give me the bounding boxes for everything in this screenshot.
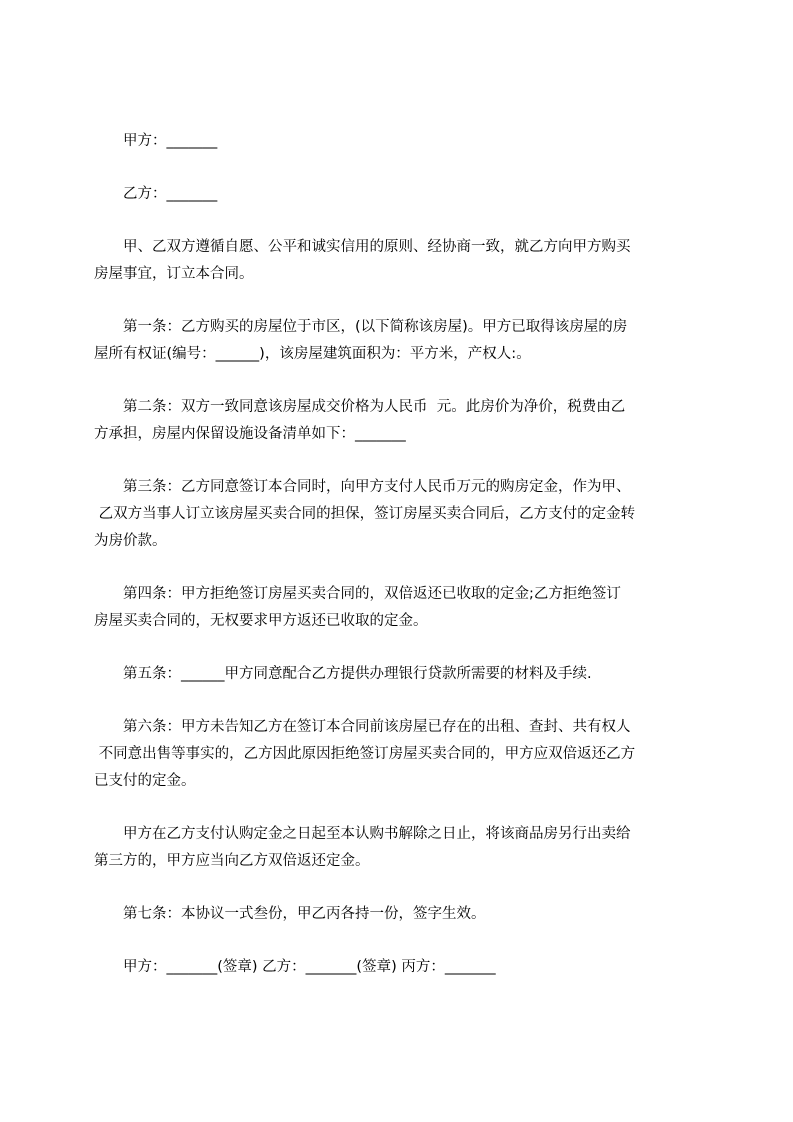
article-6-line-2: 不同意出售等事实的，乙方因此原因拒绝签订房屋买卖合同的，甲方应双倍返还乙方 [94, 746, 636, 762]
article-6-line-1: 第六条：甲方未告知乙方在签订本合同前该房屋已存在的出租、查封、共有权人 [94, 719, 631, 735]
intro-line-1: 甲、乙双方遵循自愿、公平和诚实信用的原则、经协商一致，就乙方向甲方购买 [94, 239, 631, 255]
intro-line-2: 房屋事宜，订立本合同。 [94, 266, 254, 282]
article-1-line-1: 第一条：乙方购买的房屋位于市区，(以下简称该房屋)。甲方已取得该房屋的房 [94, 319, 628, 335]
article-4-line-2: 房屋买卖合同的，无权要求甲方返还已收取的定金。 [94, 613, 428, 629]
article-5-line: 第五条：______甲方同意配合乙方提供办理银行贷款所需要的材料及手续. [94, 666, 592, 682]
article-7-line: 第七条：本协议一式叁份，甲乙丙各持一份，签字生效。 [94, 906, 486, 922]
party-b-line: 乙方：_______ [94, 186, 218, 202]
article-4-line-1: 第四条：甲方拒绝签订房屋买卖合同的，双倍返还已收取的定金;乙方拒绝签订 [94, 586, 621, 602]
article-3-line-2: 乙双方当事人订立该房屋买卖合同的担保，签订房屋买卖合同后，乙方支付的定金转 [94, 506, 636, 522]
article-6-line-3: 已支付的定金。 [94, 773, 196, 789]
party-a-line: 甲方：_______ [94, 133, 218, 149]
article-6-extra-line-2: 第三方的，甲方应当向乙方双倍返还定金。 [94, 853, 370, 869]
article-6-extra-line-1: 甲方在乙方支付认购定金之日起至本认购书解除之日止，将该商品房另行出卖给 [94, 826, 631, 842]
article-3-line-3: 为房价款。 [94, 533, 167, 549]
signature-line: 甲方：_______(签章) 乙方：_______(签章) 丙方：_______ [94, 959, 496, 975]
article-2-line-1: 第二条：双方一致同意该房屋成交价格为人民币 元。此房价为净价，税费由乙 [94, 399, 626, 415]
article-1-line-2: 屋所有权证(编号：______)，该房屋建筑面积为：平方米，产权人:。 [94, 346, 531, 362]
article-3-line-1: 第三条：乙方同意签订本合同时，向甲方支付人民币万元的购房定金，作为甲、 [94, 479, 631, 495]
article-2-line-2: 方承担，房屋内保留设施设备清单如下：_______ [94, 426, 406, 442]
